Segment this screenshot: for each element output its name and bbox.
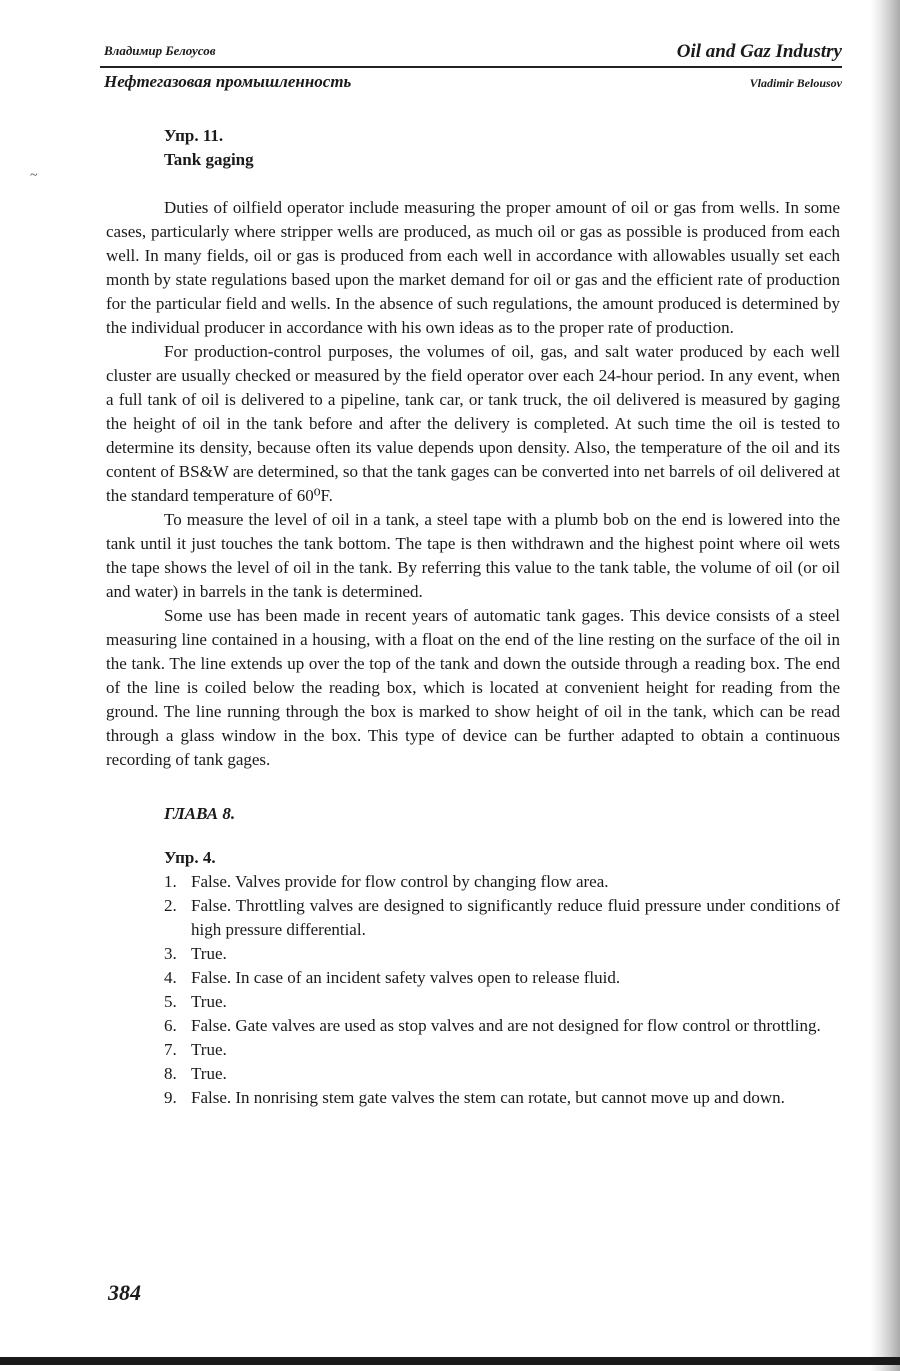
item-number: 8.	[164, 1064, 177, 1083]
item-number: 1.	[164, 872, 177, 891]
paragraph: To measure the level of oil in a tank, a steel tape with a plumb bob on the end is lowered into the tank until it just touches the tank bottom. The tape is then withdrawn and the highest point where oil wets the tape shows the level of oil in the tank. By referring this value to the tank table, the volume of oil (or oil and water) in barrels in the tank is determined.	[106, 510, 840, 601]
list-item	[106, 966, 840, 990]
list-item	[106, 990, 840, 1014]
item-text: False. Valves provide for flow control by changing flow area.	[191, 872, 609, 891]
item-text: True.	[191, 944, 227, 963]
item-text: False. Throttling valves are designed to significantly reduce fluid pressure under conditions of high pressure differential.	[191, 896, 840, 939]
item-number: 9.	[164, 1088, 177, 1107]
header-rule	[100, 66, 842, 68]
item-number: 5.	[164, 992, 177, 1011]
item-number: 3.	[164, 944, 177, 963]
header-title-en: Oil and Gaz Industry	[676, 41, 842, 62]
list-item	[106, 942, 840, 966]
exercise-label: Упр. 11.	[164, 126, 224, 145]
page-content	[106, 124, 840, 1110]
list-item	[106, 1062, 840, 1086]
answer-list	[106, 870, 840, 1110]
item-number: 4.	[164, 968, 177, 987]
binding-shadow	[870, 0, 900, 1371]
exercise-label: Упр. 4.	[164, 848, 216, 867]
page-number: 384	[108, 1280, 141, 1305]
item-number: 7.	[164, 1040, 177, 1059]
item-number: 6.	[164, 1016, 177, 1035]
paragraph: Duties of oilfield operator include measuring the proper amount of oil or gas from wells. In some cases, particularly where stripper wells are produced, as much oil or gas as possible is produced from each well. In many fields, oil or gas is produced from each well in accordance with allowables usually set each month by state regulations based upon the market demand for oil or gas and the efficient rate of production for the particular field and wells. In the absence of such regulations, the amount produced is determined by the individual producer in accordance with his own ideas as to the proper rate of production.	[106, 198, 840, 337]
item-number: 2.	[164, 896, 177, 915]
list-item	[106, 870, 840, 894]
chapter-heading: ГЛАВА 8.	[164, 804, 236, 823]
header-title-ru: Нефтегазовая промышленность	[104, 72, 352, 91]
item-text: False. In nonrising stem gate valves the stem can rotate, but cannot move up and down.	[191, 1088, 785, 1107]
list-item	[106, 1014, 840, 1038]
paragraph: For production-control purposes, the volumes of oil, gas, and salt water produced by each well cluster are usually checked or measured by the field operator over each 24-hour period. In any event, when a full tank of oil is delivered to a pipeline, tank car, or tank truck, the oil delivered is measured by gaging the height of oil in the tank before and after the delivery is completed. At such time the oil is tested to determine its density, because often its value depends upon density. Also, the temperature of the oil and its content of BS&W are determined, so that the tank gages can be converted into net barrels of oil delivered at the standard temperature of 60⁰F.	[106, 342, 840, 505]
exercise-title: Tank gaging	[164, 150, 254, 169]
list-item	[106, 894, 840, 942]
list-item	[106, 1038, 840, 1062]
spacer	[106, 172, 840, 196]
item-text: True.	[191, 1064, 227, 1083]
list-item	[106, 1086, 840, 1110]
item-text: True.	[191, 992, 227, 1011]
item-text: False. In case of an incident safety valves open to release fluid.	[191, 968, 621, 987]
bottom-edge-bar	[0, 1357, 900, 1365]
item-text: False. Gate valves are used as stop valves and are not designed for flow control or throttling.	[191, 1016, 821, 1035]
margin-mark: ~	[30, 168, 38, 183]
header-author-en: Vladimir Belousov	[749, 76, 842, 90]
item-text: True.	[191, 1040, 227, 1059]
paragraph: Some use has been made in recent years of automatic tank gages. This device consists of a steel measuring line contained in a housing, with a float on the end of the line resting on the surface of the oil in the tank. The line extends up over the top of the tank and down the outside through a reading box. The end of the line is coiled below the reading box, which is located at convenient height for reading from the ground. The line running through the box is marked to show height of oil in the tank, which can be read through a glass window in the box. This type of device can be further adapted to obtain a continuous recording of tank gages.	[106, 606, 840, 769]
header-author-ru: Владимир Белоусов	[104, 43, 216, 58]
